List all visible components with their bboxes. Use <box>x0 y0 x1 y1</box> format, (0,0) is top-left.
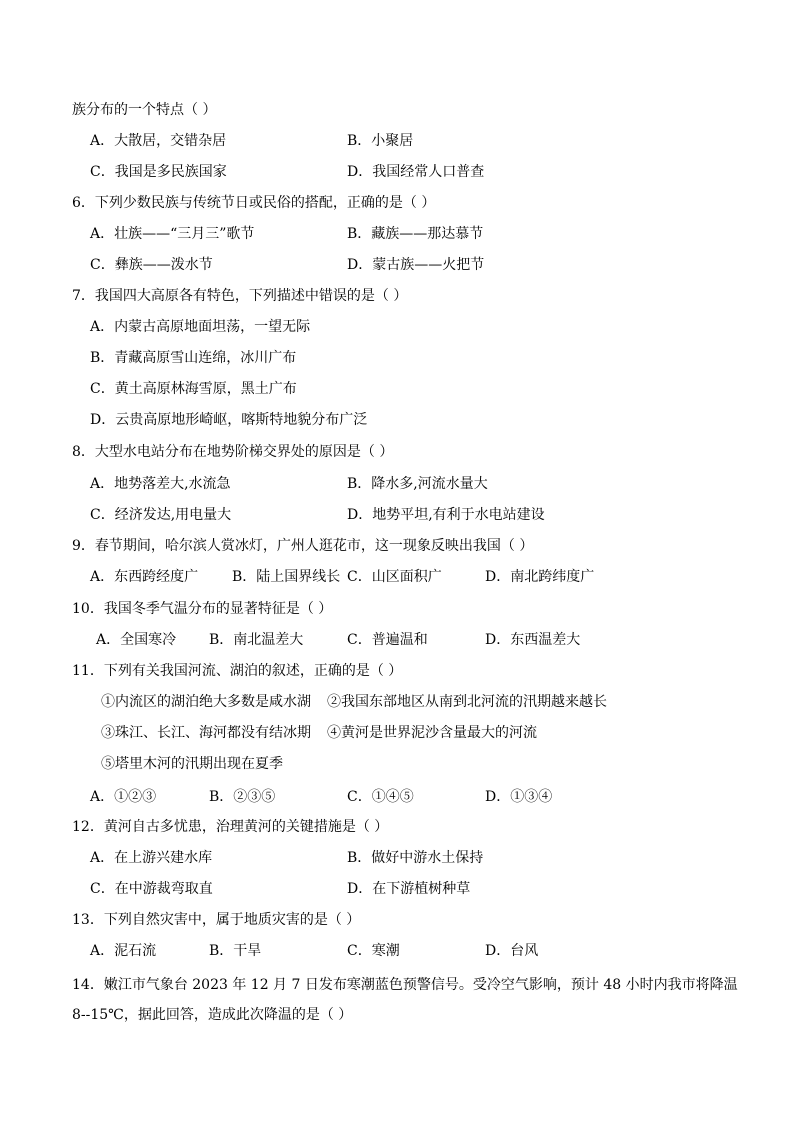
option-d: D．我国经常人口普查 <box>347 164 485 180</box>
q13-option-d: D．台风 <box>485 943 539 959</box>
q11-statement-3: ③珠江、长江、海河都没有结冰期 <box>101 725 311 741</box>
question-14-stem: 14．嫩江市气象台 2023 年 12 月 7 日发布寒潮蓝色预警信号。受冷空气影响，预计 48 小时内我市将降温 <box>72 977 738 993</box>
q11-statement-1: ①内流区的湖泊绝大多数是咸水湖 <box>101 694 311 710</box>
q7-option-a: A．内蒙古高原地面坦荡，一望无际 <box>90 319 311 335</box>
q8-option-c: C．经济发达,用电量大 <box>90 507 232 523</box>
q6-option-c: C．彝族——泼水节 <box>90 257 213 273</box>
question-6-stem: 6．下列少数民族与传统节日或民俗的搭配，正确的是（ ） <box>72 195 436 211</box>
q8-option-a: A．地势落差大,水流急 <box>90 476 231 492</box>
q8-option-d: D．地势平坦,有利于水电站建设 <box>347 507 545 523</box>
q9-option-a: A．东西跨经度广 <box>90 569 199 585</box>
q7-option-b: B．青藏高原雪山连绵，冰川广布 <box>90 350 297 366</box>
question-9-stem: 9．春节期间，哈尔滨人赏冰灯，广州人逛花市，这一现象反映出我国（ ） <box>72 538 534 554</box>
question-12-stem: 12．黄河自古多忧患，治理黄河的关键措施是（ ） <box>72 819 389 835</box>
q12-option-a: A．在上游兴建水库 <box>90 850 213 866</box>
q11-option-d: D．①③④ <box>485 789 553 805</box>
q13-option-b: B．干旱 <box>209 943 262 959</box>
q11-option-c: C．①④⑤ <box>347 789 414 805</box>
question-11-stem: 11．下列有关我国河流、湖泊的叙述，正确的是（ ） <box>72 663 403 679</box>
q12-option-d: D．在下游植树种草 <box>347 881 471 897</box>
question-continuation: 族分布的一个特点（ ） <box>72 102 217 118</box>
q10-option-a: A．全国寒冷 <box>96 632 177 648</box>
q10-option-b: B．南北温差大 <box>209 632 304 648</box>
q6-option-a: A．壮族——“三月三”歌节 <box>90 226 255 242</box>
q7-option-d: D．云贵高原地形崎岖，喀斯特地貌分布广泛 <box>90 412 368 428</box>
q10-option-c: C．普遍温和 <box>347 632 428 648</box>
option-b: B．小聚居 <box>347 133 414 149</box>
q6-option-b: B．藏族——那达慕节 <box>347 226 484 242</box>
q10-option-d: D．东西温差大 <box>485 632 581 648</box>
q9-option-d: D．南北跨纬度广 <box>485 569 595 585</box>
q9-option-b: B．陆上国界线长 <box>232 569 341 585</box>
q11-statement-4: ④黄河是世界泥沙含量最大的河流 <box>327 725 537 741</box>
q6-option-d: D．蒙古族——火把节 <box>347 257 485 273</box>
option-a: A．大散居，交错杂居 <box>90 133 227 149</box>
q11-option-b: B．②③⑤ <box>209 789 276 805</box>
q13-option-c: C．寒潮 <box>347 943 400 959</box>
q11-statement-2: ②我国东部地区从南到北河流的汛期越来越长 <box>327 694 607 710</box>
q13-option-a: A．泥石流 <box>90 943 157 959</box>
option-c: C．我国是多民族国家 <box>90 164 227 180</box>
q8-option-b: B．降水多,河流水量大 <box>347 476 488 492</box>
question-14-stem-continued: 8--15℃，据此回答，造成此次降温的是（ ） <box>72 1007 353 1023</box>
q12-option-c: C．在中游裁弯取直 <box>90 881 213 897</box>
question-13-stem: 13．下列自然灾害中，属于地质灾害的是（ ） <box>72 912 361 928</box>
q11-option-a: A．①②③ <box>90 789 157 805</box>
q7-option-c: C．黄土高原林海雪原，黑土广布 <box>90 381 297 397</box>
q9-option-c: C．山区面积广 <box>347 569 442 585</box>
q11-statement-5: ⑤塔里木河的汛期出现在夏季 <box>101 756 283 772</box>
question-10-stem: 10．我国冬季气温分布的显著特征是（ ） <box>72 601 333 617</box>
question-8-stem: 8．大型水电站分布在地势阶梯交界处的原因是（ ） <box>72 444 394 460</box>
q12-option-b: B．做好中游水土保持 <box>347 850 484 866</box>
question-7-stem: 7．我国四大高原各有特色，下列描述中错误的是（ ） <box>72 288 408 304</box>
